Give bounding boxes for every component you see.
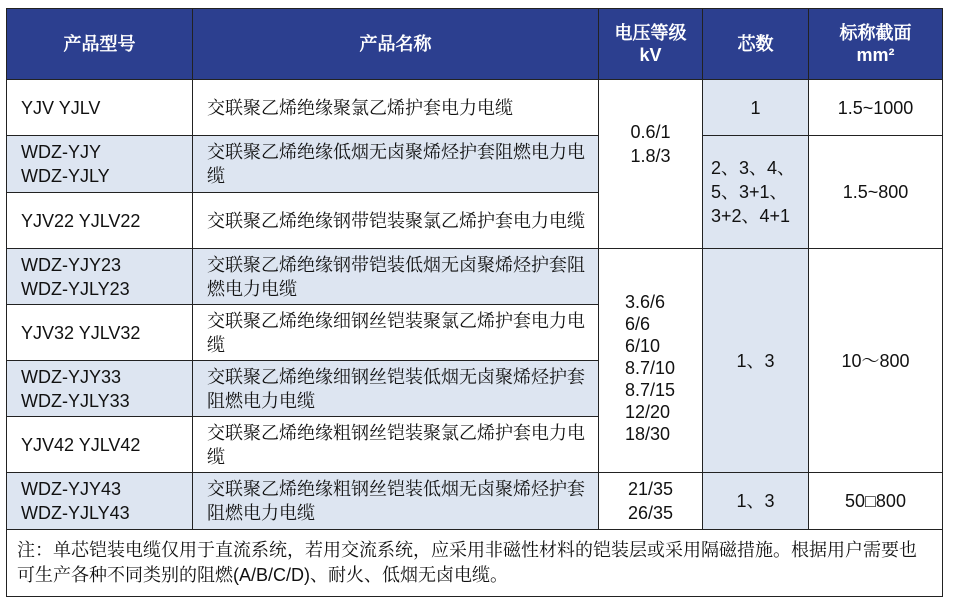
section-cell: 50□800 bbox=[809, 473, 943, 530]
voltage-cell: 0.6/1 1.8/3 bbox=[599, 80, 703, 249]
header-voltage bbox=[599, 9, 703, 80]
header-cores: 芯数 bbox=[703, 9, 809, 80]
cable-spec-table bbox=[6, 8, 943, 597]
header-section-label: 标称截面 bbox=[839, 23, 912, 43]
name-cell: 交联聚乙烯绝缘细钢丝铠装低烟无卤聚烯烃护套阻燃电力电缆 bbox=[193, 361, 599, 417]
model-cell: YJV22 YJLV22 bbox=[7, 193, 193, 249]
model-cell: YJV42 YJLV42 bbox=[7, 417, 193, 473]
model-cell: WDZ-YJY23 WDZ-YJLY23 bbox=[7, 249, 193, 305]
model-cell: YJV YJLV bbox=[7, 80, 193, 136]
header-row bbox=[7, 9, 943, 80]
cores-cell: 1、3 bbox=[703, 473, 809, 530]
header-name: 产品名称 bbox=[193, 9, 599, 80]
name-cell: 交联聚乙烯绝缘细钢丝铠装聚氯乙烯护套电力电缆 bbox=[193, 305, 599, 361]
section-cell: 1.5~1000 bbox=[809, 80, 943, 136]
cores-cell: 1、3 bbox=[703, 249, 809, 473]
header-section-unit: mm² bbox=[856, 45, 895, 65]
name-cell: 交联聚乙烯绝缘钢带铠装聚氯乙烯护套电力电缆 bbox=[193, 193, 599, 249]
header-section bbox=[809, 9, 943, 80]
table-row bbox=[7, 80, 943, 136]
footnote: 注：单芯铠装电缆仅用于直流系统，若用交流系统，应采用非磁性材料的铠装层或采用隔磁措施。根据用户需要也可生产各种不同类别的阻燃(A/B/C/D)、耐火、低烟无卤电缆。 bbox=[7, 530, 943, 597]
note-row bbox=[7, 530, 943, 597]
model-cell: WDZ-YJY WDZ-YJLY bbox=[7, 136, 193, 193]
section-cell: 10～800 bbox=[809, 249, 943, 473]
voltage-cell: 3.6/6 6/6 6/10 8.7/10 8.7/15 12/20 18/30 bbox=[599, 249, 703, 473]
name-cell: 交联聚乙烯绝缘粗钢丝铠装低烟无卤聚烯烃护套阻燃电力电缆 bbox=[193, 473, 599, 530]
name-cell: 交联聚乙烯绝缘低烟无卤聚烯烃护套阻燃电力电缆 bbox=[193, 136, 599, 193]
section-cell: 1.5~800 bbox=[809, 136, 943, 249]
table-row bbox=[7, 136, 943, 193]
header-voltage-unit: kV bbox=[639, 45, 662, 65]
cores-cell: 2、3、4、 5、3+1、 3+2、4+1 bbox=[703, 136, 809, 249]
model-cell: YJV32 YJLV32 bbox=[7, 305, 193, 361]
cable-spec-table-container bbox=[6, 8, 942, 598]
model-cell: WDZ-YJY33 WDZ-YJLY33 bbox=[7, 361, 193, 417]
cores-cell: 1 bbox=[703, 80, 809, 136]
voltage-cell: 21/35 26/35 bbox=[599, 473, 703, 530]
table-row bbox=[7, 249, 943, 305]
header-model: 产品型号 bbox=[7, 9, 193, 80]
table-row bbox=[7, 473, 943, 530]
name-cell: 交联聚乙烯绝缘粗钢丝铠装聚氯乙烯护套电力电缆 bbox=[193, 417, 599, 473]
header-voltage-label: 电压等级 bbox=[614, 23, 687, 43]
name-cell: 交联聚乙烯绝缘钢带铠装低烟无卤聚烯烃护套阻燃电力电缆 bbox=[193, 249, 599, 305]
model-cell: WDZ-YJY43 WDZ-YJLY43 bbox=[7, 473, 193, 530]
name-cell: 交联聚乙烯绝缘聚氯乙烯护套电力电缆 bbox=[193, 80, 599, 136]
